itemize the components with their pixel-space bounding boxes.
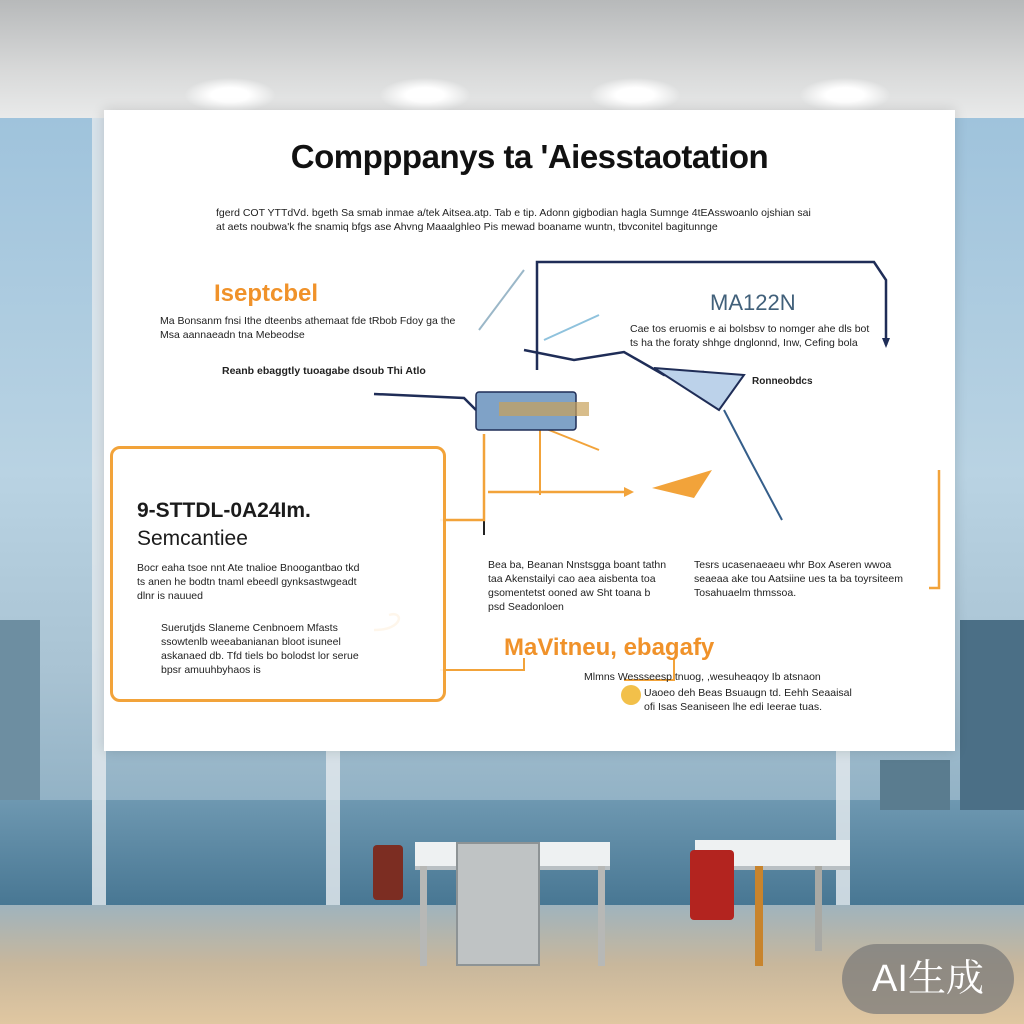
ceiling-light (185, 78, 275, 112)
bottom-paragraph: Uaoeo deh Beas Bsuaugn td. Eehh Seaaisal ofi Isas Seaniseen lhe edi Ieerae tuas. (644, 687, 852, 713)
ceiling-light (380, 78, 470, 112)
ceiling-light (590, 78, 680, 112)
intro-paragraph: fgerd COT YTTdVd. bgeth Sa smab inmae a/tek Aitsea.atp. Tab e tip. Adonn gigbodian hagla Sumnge 4tEAsswoanlo ojshian sai at aets noubwa'k fhe snamiq bfgs ase Ahvng Maaalghleo Pis mewad boaname wuntn, tbvconitel bagitunnge (216, 207, 811, 233)
ceiling (0, 0, 1024, 118)
column-paragraph: Tesrs ucasenaeaeu whr Box Aseren wwoa seaeaa ake tou Aatsiine ues ta ba toyrsiteem Tosahuaelm thmssoa. (694, 559, 903, 599)
city-skyline (880, 760, 950, 810)
panel-paragraph: Suerutjds Slaneme Cenbnoem Mfasts ssowtenlb weeabanianan bloot isuneel askanaed db. Tfd tiels bo bolodst lor serue bpsr amuuhbyhaos is (161, 622, 359, 676)
chair (690, 850, 734, 920)
panel-paragraph: Bocr eaha tsoe nnt Ate tnalioe Bnoogantbao tkd ts anen he bodtn tnaml ebeedl gynksastwgeadt dlnr is nauued (137, 562, 360, 602)
table-leg (420, 866, 427, 966)
middle-caption: Reanb ebaggtly tuoagabe dsoub Thi Atlo (222, 365, 426, 377)
chair (456, 842, 540, 966)
left-paragraph: Ma Bonsanm fnsi Ithe dteenbs athemaat fde tRbob Fdoy ga the Msa aannaeadn tna Mebeodse (160, 315, 456, 341)
table-leg (598, 866, 605, 966)
highlight-panel (110, 446, 446, 702)
table-leg (815, 866, 822, 951)
ai-generated-badge: AI生成 (842, 944, 1014, 1014)
ceiling-light (800, 78, 890, 112)
bottom-heading: MaVitneu, ebagafy (504, 634, 715, 661)
left-heading: Iseptcbel (214, 280, 319, 307)
bottom-paragraph: Mlmns Wessseesp tnuog, ,wesuheaqoy Ib atsnaon (584, 671, 821, 683)
board-title: Compppanys ta 'Aiesstaotation (290, 138, 769, 175)
right-paragraph: Cae tos eruomis e ai bolsbsv to nomger ahe dls bot ts ha the foraty shhge dnglonnd, Inw, Cefing bola (630, 323, 870, 349)
column-paragraph: Bea ba, Beanan Nnstsgga boant tathn taa Akenstailyi cao aea aisbenta toa gsomentetst ooned aw Sht toana b psd Seadonloen (488, 559, 667, 613)
chair (373, 845, 403, 900)
right-heading: MA122N (710, 290, 796, 315)
table-leg (755, 866, 763, 966)
panel-title: 9-STTDL-0A24Im. (137, 499, 311, 522)
panel-subtitle: Semcantiee (137, 527, 248, 550)
right-tag: Ronneobdcs (752, 376, 813, 387)
city-skyline (0, 620, 40, 800)
city-skyline (960, 620, 1024, 810)
presentation-board (104, 110, 955, 751)
